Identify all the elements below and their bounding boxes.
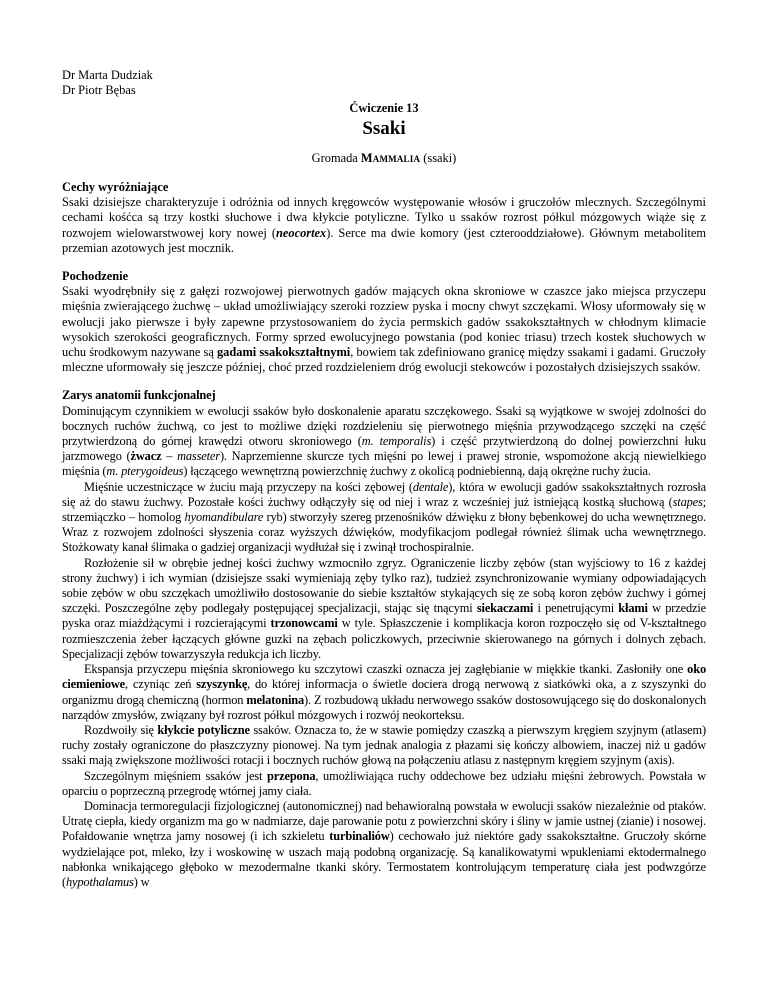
document-page xyxy=(62,68,706,890)
text-run: ssaków. Oznacza to, że w stawie pomiędzy czaszką a pierwszym kręgiem szyjnym (atlasem) ruchy zostały ograniczone do płaszczyzny pionowej. Na tym jednak analogia z płazami się kończy albowiem, inaczej niż u gadów ssaki mają zwiększone możliwości rotacji i bocznych ruchów głową na połączeniu atlasu z następnym kręgiem szyjnym (axis). xyxy=(62,722,706,768)
paragraph xyxy=(62,769,706,799)
section-heading: Zarys anatomii funkcjonalnej xyxy=(62,388,216,403)
page-title: Ssaki xyxy=(362,118,406,139)
emphasis: stapes xyxy=(672,494,703,509)
text-run: Szczególnym mięśniem ssaków jest xyxy=(84,768,268,783)
subtitle-suffix: (ssaki) xyxy=(420,151,457,165)
section-functional-anatomy xyxy=(62,388,706,890)
text-run: Dominującym czynnikiem w ewolucji ssaków było doskonalenie aparatu szczękowego. Ssaki są wyjątkowe w swojej zdolności do bocznych ruchów żuchwą, co jest to możliwe dzięki rozdzieleniu się pierwotnego mięśnia przywodzącego szczęki na część przytwierdzoną do górnej krawędzi otworu skroniowego ( xyxy=(62,403,706,449)
text-run: ). Serce ma dwie komory (jest czterooddziałowe). Głównym metabolitem przemian azotowych jest mocznik. xyxy=(62,225,706,255)
emphasis: turbinaliów xyxy=(329,829,390,844)
text-run: , bowiem tak zdefiniowano granicę między ssakami i gadami. Gruczoły mleczne uformowały się jeszcze później, choć przed rozdzieleniem dróg ewolucji stekowców i pozostałych dzisiejszych ssaków. xyxy=(62,345,706,375)
paragraph xyxy=(62,195,706,256)
text-run: Ssaki wyodrębniły się z gałęzi rozwojowej pierwotnych gadów mających okna skroniowe w czaszce jako miejsca przyczepu mięśnia zwierającego żuchwę – układ umożliwiający szeroki rozziew pyska i mocny chwyt szczękami. Włosy uformowały się w ewolucji jako pierwsze i były zapewne przystosowaniem do życia permskich gadów ssakokształtnych w chłodnym klimacie wysokich szerokości geograficznych. Formy sprzed ewolucyjnego powstania (pod koniec triasu) trzech kostek słuchowych w uchu środkowym nazywane są xyxy=(62,284,706,360)
author-name: Dr Marta Dudziak xyxy=(62,68,153,82)
section-origin xyxy=(62,269,706,375)
paragraph xyxy=(62,662,706,723)
text-run: ; strzemiączko – homolog xyxy=(62,494,706,525)
emphasis: siekaczami xyxy=(476,601,534,616)
text-run: ). Z rozbudową układu nerwowego ssaków dostosowującego się do doskonalonych narządów zmysłów, związany był rozrost półkul mózgowych i rozwój neokorteksu. xyxy=(62,692,707,722)
emphasis: hyomandibulare xyxy=(184,510,264,525)
paragraph xyxy=(62,799,706,890)
text-run: Dominacja termoregulacji fizjologicznej (autonomicznej) nad behawioralną powstała w ewolucji ssaków niezależnie od ptaków. Utratę ciepła, kiedy organizm ma go w nadmiarze, daje parowanie potu z powierzchni skóry i śliny w jamie ustnej (zianie) i nosowej. Pofałdowanie wnętrza jamy nosowej (i ich szkieletu xyxy=(62,798,706,844)
section-heading: Pochodzenie xyxy=(62,269,129,284)
emphasis: oko ciemieniowe xyxy=(62,662,706,692)
emphasis: szyszynkę xyxy=(196,677,248,692)
subtitle-prefix: Gromada xyxy=(311,151,361,165)
emphasis: dentale xyxy=(412,479,449,494)
text-run: Ekspansja przyczepu mięśnia skroniowego ku szczytowi czaszki oznacza jej zagłębianie w miękkie tkanki. Zasłoniły one xyxy=(84,662,688,677)
exercise-label: Ćwiczenie 13 xyxy=(349,101,419,115)
emphasis: m. pterygoideus xyxy=(106,464,184,479)
emphasis: m. temporalis xyxy=(361,434,432,449)
emphasis: masseter xyxy=(177,449,220,464)
emphasis: hypothalamus xyxy=(65,874,134,889)
text-run: , umożliwiająca ruchy oddechowe bez udziału mięśni żebrowych. Powstała w oparciu o poprzeczną przegrodę wtórnej jamy ciała. xyxy=(62,768,706,798)
text-run: ), która w ewolucji gadów ssakokształtnych rozrosła się aż do stawu żuchwy. Pozostałe kości żuchwy odłączyły się od niej i wraz z wcześniej już istniejącą kostką słuchową ( xyxy=(62,479,707,509)
paragraph xyxy=(62,404,706,480)
author-list xyxy=(62,68,706,98)
text-run: Ssaki dzisiejsze charakteryzuje i odróżnia od innych kręgowców występowanie włosów i gruczołów mlecznych. Szczególnymi cechami kośćca są trzy kostki słuchowe i dwa kłykcie potyliczne. Tylko u ssaków rozrost półkul mózgowych wiąże się z rozwojem wielowarstwowej kory nowej ( xyxy=(62,195,706,240)
emphasis: żwacz xyxy=(130,449,162,464)
text-run: Rozdwoiły się xyxy=(84,722,158,737)
emphasis: przepona xyxy=(267,768,316,783)
text-run: i penetrującymi xyxy=(533,601,619,616)
emphasis: kłami xyxy=(618,601,648,616)
emphasis: kłykcie potyliczne xyxy=(157,722,250,737)
page-subtitle xyxy=(62,151,706,167)
text-run: Mięśnie uczestniczące w żuciu mają przyczepy na kości zębowej ( xyxy=(84,479,413,494)
emphasis: trzonowcami xyxy=(270,616,338,631)
paragraph xyxy=(62,480,706,556)
text-run: w tyle. Spłaszczenie i komplikacja koron rozpoczęło się od V-kształtnego rozmieszczenia żeber łączących główne guzki na zębach policzkowych, przeciwnie skierowanego na górnych i dolnych zębach. Specjalizacji zębów towarzyszyła redukcja ich liczby. xyxy=(62,616,706,661)
text-run: ) cechowało już niektóre gady ssakokształtne. Gruczoły skórne wydzielające pot, mleko, łzy i woskowinę w uszach mają podobną organizację. Są kanalikowatymi wpukleniami ektodermalnego nabłonka wnikającego głęboko w mezodermalne tkanki skóry. Termostatem kontrolującym temperaturę ciała jest podwzgórze ( xyxy=(62,829,706,889)
text-run: ) łączącego wewnętrzną powierzchnię żuchwy z okolicą podniebienną, dają okrężne ruchy żucia. xyxy=(183,464,651,479)
text-run: , czyniąc zeń xyxy=(125,677,197,692)
emphasis: gadami ssakokształtnymi xyxy=(216,345,351,360)
text-run: ) i część przytwierdzoną do dolnej powierzchni łuku jarzmowego ( xyxy=(62,434,706,464)
text-run: ) w xyxy=(133,874,150,889)
text-run: – xyxy=(161,449,178,464)
subtitle-taxon: Mammalia xyxy=(360,151,421,165)
paragraph xyxy=(62,556,706,662)
emphasis: melatonina xyxy=(246,692,305,707)
text-run: ryb) stworzyły szereg przenośników dźwięku z błony bębenkowej do ucha wewnętrznego. Wraz z rozwojem zdolności słyszenia coraz wyższych dźwięków, modyfikacjom podlegał również ślimak ucha wewnętrznego. Stożkowaty kanał ślimaka o gadziej organizacji wydłużał się i zwinął trochospiralnie. xyxy=(62,510,706,555)
text-run: ). Naprzemienne skurcze tych mięśni po lewej i prawej stronie, wspomożone akcją niewielkiego mięśnia ( xyxy=(62,449,706,479)
text-run: , do której informacja o świetle dociera drogą nerwową z siatkówki oka, a z szyszynki do organizmu drogą chemiczną (hormon xyxy=(62,677,706,707)
text-run: w przedzie pyska oraz miażdżącymi i rozcierającymi xyxy=(62,601,707,631)
section-distinctive-features xyxy=(62,180,706,256)
paragraph xyxy=(62,723,706,769)
text-run: Rozłożenie sił w obrębie jednej kości żuchwy wzmocniło zgryz. Ograniczenie liczby zębów (stan wyjściowy to 16 z każdej strony żuchwy) i ich wymian (dzisiejsze ssaki wymieniają zęby tylko raz), tudzież zsynchronizowanie wymiany odpowiadających sobie zębów w obu szczękach umożliwiło dostosowanie do siebie kształtów stykających się ze sobą koron zębów żuchwy i górnej szczęki. Poszczególne zęby podlegały postępującej specjalizacji, stając się tnącymi xyxy=(62,555,706,616)
paragraph xyxy=(62,284,706,375)
section-heading: Cechy wyróżniające xyxy=(62,180,169,194)
author-name: Dr Piotr Bębas xyxy=(62,83,136,97)
emphasis: neocortex xyxy=(275,225,327,240)
